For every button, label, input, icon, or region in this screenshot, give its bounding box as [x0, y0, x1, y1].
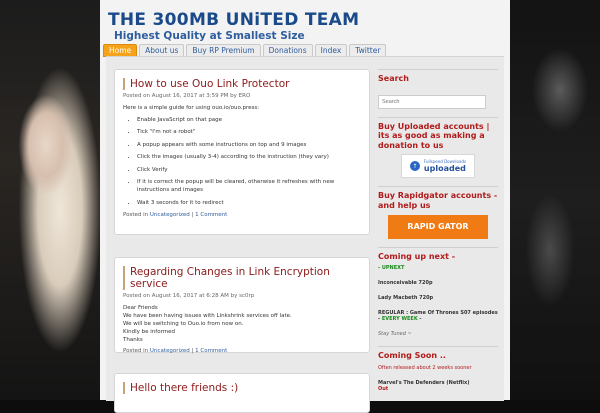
coming-soon-title: Coming Soon ..	[378, 351, 446, 361]
nav-index[interactable]: Index	[315, 44, 348, 57]
nav-about[interactable]: About us	[139, 44, 184, 57]
content-area	[106, 56, 504, 401]
coming-up-widget	[378, 247, 498, 338]
coming-prefix: -	[378, 265, 382, 272]
coming-item: Stay Tuned ~	[378, 331, 412, 338]
site-tagline: Highest Quality at Smallest Size	[114, 30, 305, 42]
rapidgator-logo: RAPID GATOR	[407, 222, 469, 232]
post-card	[114, 257, 370, 353]
rapidgator-title: Buy Rapidgator accounts - and help us	[378, 191, 498, 210]
page-center	[100, 0, 510, 400]
coming-item	[378, 310, 498, 322]
sidebar	[378, 69, 498, 400]
post-footer	[123, 212, 361, 218]
post-line: Thanks	[123, 336, 143, 343]
coming-item: Inconceivable 720p	[378, 280, 433, 287]
nav-donations[interactable]: Donations	[263, 44, 313, 57]
list-item: • Tick "I'm not a robot"	[137, 129, 361, 137]
left-background-art	[0, 0, 100, 400]
steps-list	[123, 117, 361, 208]
post-title[interactable]: Regarding Changes in Link Encryption service	[123, 266, 361, 290]
coming-soon-item	[378, 380, 498, 392]
post-line: We will be switching to Ouo.io from now on.	[123, 320, 244, 327]
uploaded-logo: uploaded	[423, 164, 466, 174]
coming-suffix: -	[417, 316, 422, 323]
post-meta: Posted on August 16, 2017 at 6:28 AM by sc0rp	[123, 293, 255, 299]
comments-link[interactable]: 1 Comment	[195, 347, 228, 354]
site-header	[108, 10, 359, 42]
list-item: • If it is correct the popup will be cleared, otherwise it refreshes with new instructions and images	[137, 179, 361, 195]
posted-in-label: Posted in	[123, 212, 149, 219]
list-item: • Enable JavaScript on that page	[137, 117, 361, 125]
coming-item	[378, 265, 498, 271]
uploaded-widget	[378, 117, 498, 179]
comments-link[interactable]: 1 Comment	[195, 212, 228, 219]
search-input[interactable]	[378, 95, 486, 109]
coming-soon-text: Marvel's The Defenders (Netflix)	[378, 379, 470, 386]
post-body	[123, 305, 361, 345]
out-label: Out	[378, 385, 389, 392]
list-item: • Click Verify	[137, 167, 361, 175]
posted-in-label: Posted in	[123, 347, 149, 354]
post-line: Dear Friends	[123, 305, 158, 311]
coming-soon-widget	[378, 346, 498, 392]
rapidgator-banner[interactable]	[388, 215, 488, 239]
coming-up-title: Coming up next -	[378, 251, 456, 261]
uploaded-banner-text	[424, 159, 466, 173]
right-background-art	[510, 0, 600, 400]
post-meta: Posted on August 16, 2017 at 3:59 PM by ERO	[123, 93, 251, 99]
uploaded-banner[interactable]	[401, 154, 475, 178]
list-item: • Wait 3 seconds for it to redirect	[137, 200, 361, 208]
footer-separator: |	[191, 212, 194, 219]
category-link[interactable]: Uncategorized	[149, 347, 190, 354]
post-line: Kindly be informed	[123, 328, 175, 335]
nav-twitter[interactable]: Twitter	[349, 44, 386, 57]
site-title[interactable]: THE 300MB UNiTED TEAM	[108, 10, 360, 30]
post-title[interactable]: How to use Ouo Link Protector	[123, 78, 361, 90]
post-body	[123, 105, 361, 208]
list-item: • Click the images (usually 3-4) according to the instruction (they vary)	[137, 154, 361, 162]
post-intro: Here is a simple guide for using ouo.io/ouo.press:	[123, 105, 260, 111]
nav-buy-premium[interactable]: Buy RP Premium	[186, 44, 260, 57]
post-card	[114, 69, 370, 235]
every-week-label: EVERY WEEK	[381, 316, 418, 323]
uploaded-banner-top: Fullspeed Downloads	[423, 159, 467, 165]
search-title: Search	[378, 74, 409, 83]
post-footer	[123, 348, 361, 354]
uploaded-title: Buy Uploaded accounts | its as good as making a donation to us	[378, 121, 490, 150]
post-line: We have been having issues with Linkshrink services off late.	[123, 312, 292, 319]
post-title[interactable]: Hello there friends :)	[123, 382, 361, 394]
coming-soon-note: Often released about 2 weeks sooner	[378, 364, 472, 371]
list-item: • A popup appears with some instructions on top and 9 images	[137, 142, 361, 150]
coming-text: REGULAR : Game Of Thrones S07 episodes -	[378, 310, 498, 323]
upnext-label: UPNEXT	[381, 265, 405, 272]
search-widget	[378, 69, 498, 109]
footer-separator: |	[191, 347, 194, 354]
upload-icon: ↑	[410, 161, 420, 171]
coming-item: Lady Macbeth 720p	[378, 295, 434, 302]
category-link[interactable]: Uncategorized	[149, 212, 190, 219]
rapidgator-widget	[378, 186, 498, 238]
post-card	[114, 373, 370, 413]
nav-home[interactable]: Home	[103, 44, 137, 57]
